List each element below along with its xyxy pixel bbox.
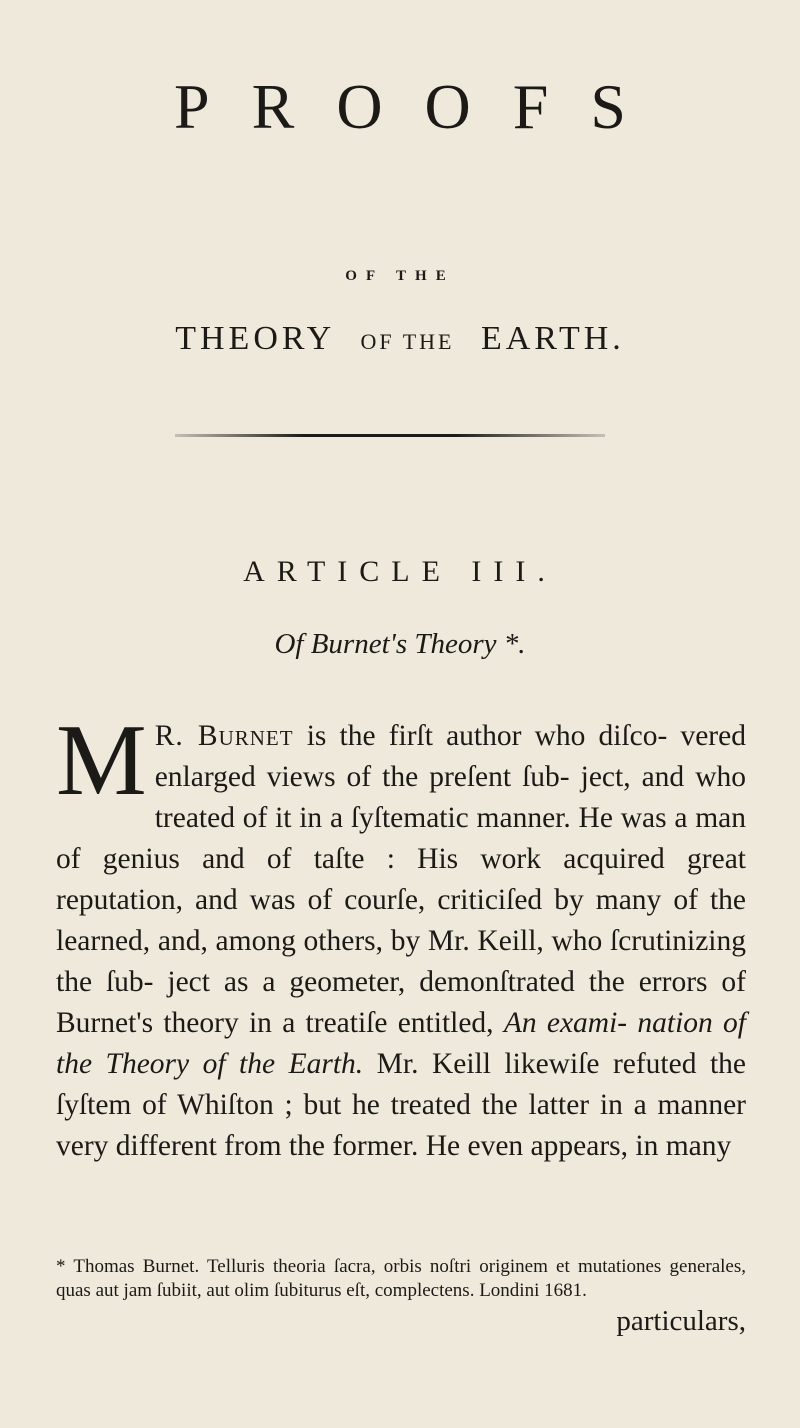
main-title: PROOFS (174, 71, 668, 142)
subtitle-theory: THEORY (175, 320, 334, 357)
body-text-1: is the firſt author who diſco- vered enlarged views of the preſent ſub- ject, and who treated of it in a ſyſtematic manner. He was a man of genius and of taſte : His work acquired great reputation, and was of courſe, criticiſed by many of the learned, and, among others, by Mr. Keill, who ſcrutinizing the ſub- ject as a geometer, demonſtrated the errors of Burnet's theory in a treatiſe entitled, (56, 720, 746, 1039)
subtitle (0, 320, 800, 358)
body-paragraph (56, 704, 747, 1167)
article-title: Of Burnet's Theory *. (274, 628, 526, 660)
italic-book-title: An exami- nation of the Theory of the Earth. (56, 1007, 746, 1080)
catchword: particulars, (616, 1305, 746, 1337)
subtitle-earth: EARTH. (480, 320, 625, 357)
opening-smallcaps: R. Burnet (154, 720, 294, 752)
body-text-2: Mr. Keill likewiſe refuted the ſyſtem of Whiſton ; but he treated the latter in a manner very different from the former. He even appears, in many (56, 1048, 747, 1162)
subtitle-of-the: OF THE (360, 329, 455, 354)
of-the-label: OF THE (345, 268, 455, 284)
decorative-rule (175, 434, 605, 437)
article-label: ARTICLE III. (243, 555, 557, 588)
footnote: * Thomas Burnet. Telluris theoria ſacra, orbis noſtri originem et mutationes generales, quas aut jam ſubiit, aut olim ſubiturus eſt, complectens. Londini 1681. (56, 1256, 746, 1301)
drop-cap: M (56, 704, 147, 817)
